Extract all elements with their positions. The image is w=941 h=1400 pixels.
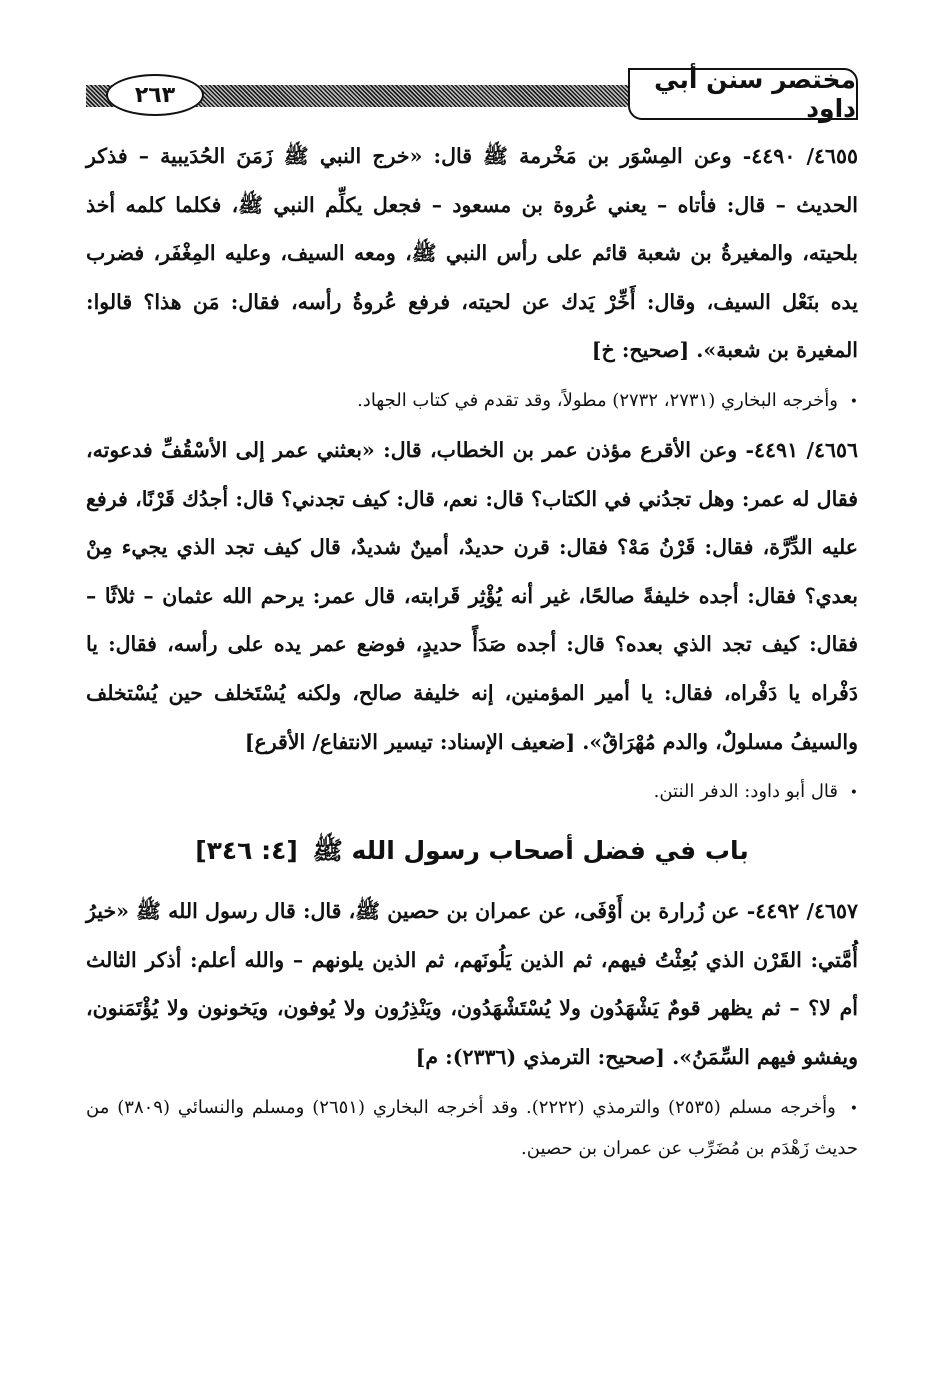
chapter-title: باب في فضل أصحاب رسول الله ﷺ bbox=[312, 836, 749, 866]
hadith-text: وعن الأقرع مؤذن عمر بن الخطاب، قال: «بعثني عمر إلى الأسْقُفِّ فدعوته، فقال له عمر: وهل تجدُني في الكتاب؟ قال: نعم، قال: كيف تجدني؟ قال: أجدُك قَرْنًا، فرفع عليه الدِّرَّة، فقال: قَرْنُ مَهْ؟ فقال: قرن حديدٌ، أمينٌ شديدٌ، قال كيف تجد الذي يجيء مِنْ بعدي؟ فقال: أجده خليفةً صالحًا، غير أنه يُؤْثِر قَرابته، قال عمر: يرحم الله عثمان – ثلاثًا – فقال: كيف تجد الذي بعده؟ قال: أجده صَدَأً حديدٍ، فوضع عمر يده على رأسه، فقال: يا دَفْراه يا دَفْراه، فقال: يا أمير المؤمنين، إنه خليفة صالح، ولكنه يُسْتَخلف حين يُسْتخلف والسيفُ مسلولٌ، والدم مُهْرَاقٌ». bbox=[86, 437, 858, 754]
note-text: وأخرجه مسلم (٢٥٣٥) والترمذي (٢٢٢٢). وقد أخرجه البخاري (٢٦٥١) ومسلم والنسائي (٣٨٠٩) من حديث زَهْدَم بن مُضَرِّب عن عمران بن حصين. bbox=[86, 1096, 858, 1159]
page-content bbox=[86, 132, 858, 1169]
bullet-icon: • bbox=[849, 393, 858, 410]
book-title: مختصر سنن أبي داود bbox=[628, 68, 858, 120]
hadith-grade: [ضعيف الإسناد: تيسير الانتفاع/ الأقرع] bbox=[244, 729, 576, 754]
bullet-icon: • bbox=[849, 785, 858, 802]
hadith-number: ٤٦٥٥/ ٤٤٩٠- bbox=[742, 144, 859, 168]
hadith-4656 bbox=[86, 426, 858, 766]
hadith-4655-note bbox=[86, 381, 858, 422]
note-text: قال أبو داود: الدفر النتن. bbox=[653, 781, 838, 803]
hadith-grade: [صحيح: الترمذي (٢٣٣٦): م] bbox=[415, 1044, 666, 1069]
hadith-4656-note bbox=[86, 772, 858, 813]
hadith-number: ٤٦٥٧/ ٤٤٩٢- bbox=[746, 899, 859, 924]
chapter-heading bbox=[86, 829, 858, 873]
hadith-text: عن زُرارة بن أَوْفَى، عن عمران بن حصين ﷺ، قال: قال رسول الله ﷺ «خيرُ أُمَّتي: القَرْن الذي بُعِثْتُ فيهم، ثم الذين يَلُونَهم، ثم الذين يلونهم – والله أعلم: أذكر الثالث أم لا؟ – ثم يظهر قومٌ يَشْهَدُون ولا يُسْتَشْهَدُون، ويَنْذِرُون ولا يُوفون، ويَخونون ولا يُؤْتَمَنون، ويفشو فيهم السِّمَنُ». bbox=[86, 899, 858, 1069]
page-number: ٢٦٣ bbox=[106, 74, 204, 116]
hadith-4655 bbox=[86, 132, 858, 375]
hadith-4657-note bbox=[86, 1088, 858, 1169]
hadith-4657 bbox=[86, 887, 858, 1081]
note-text: وأخرجه البخاري (٢٧٣١، ٢٧٣٢) مطولاً، وقد تقدم في كتاب الجهاد. bbox=[357, 389, 838, 411]
hadith-grade: [صحيح: خ] bbox=[591, 338, 690, 363]
hadith-text: وعن المِسْوَر بن مَخْرمة ﷺ قال: «خرج النبي ﷺ زَمَنَ الحُدَيبية – فذكر الحديث – قال: فأتاه – يعني عُروة بن مسعود – فجعل يكلِّم النبي ﷺ، فكلما كلمه أخذ بلحيته، والمغيرةُ بن شعبة قائم على رأس النبي ﷺ، ومعه السيف، وعليه المِغْفَر، فضرب يده بنَعْل السيف، وقال: أَخِّرْ يَدك عن لحيته، فرفع عُروةُ رأسه، فقال: مَن هذا؟ قالوا: المغيرة بن شعبة». bbox=[86, 144, 858, 363]
hadith-number: ٤٦٥٦/ ٤٤٩١- bbox=[745, 437, 859, 462]
page-header bbox=[86, 65, 858, 128]
bullet-icon: • bbox=[849, 1100, 858, 1117]
chapter-reference: [٤: ٣٤٦] bbox=[195, 836, 298, 866]
book-page bbox=[86, 65, 859, 1358]
